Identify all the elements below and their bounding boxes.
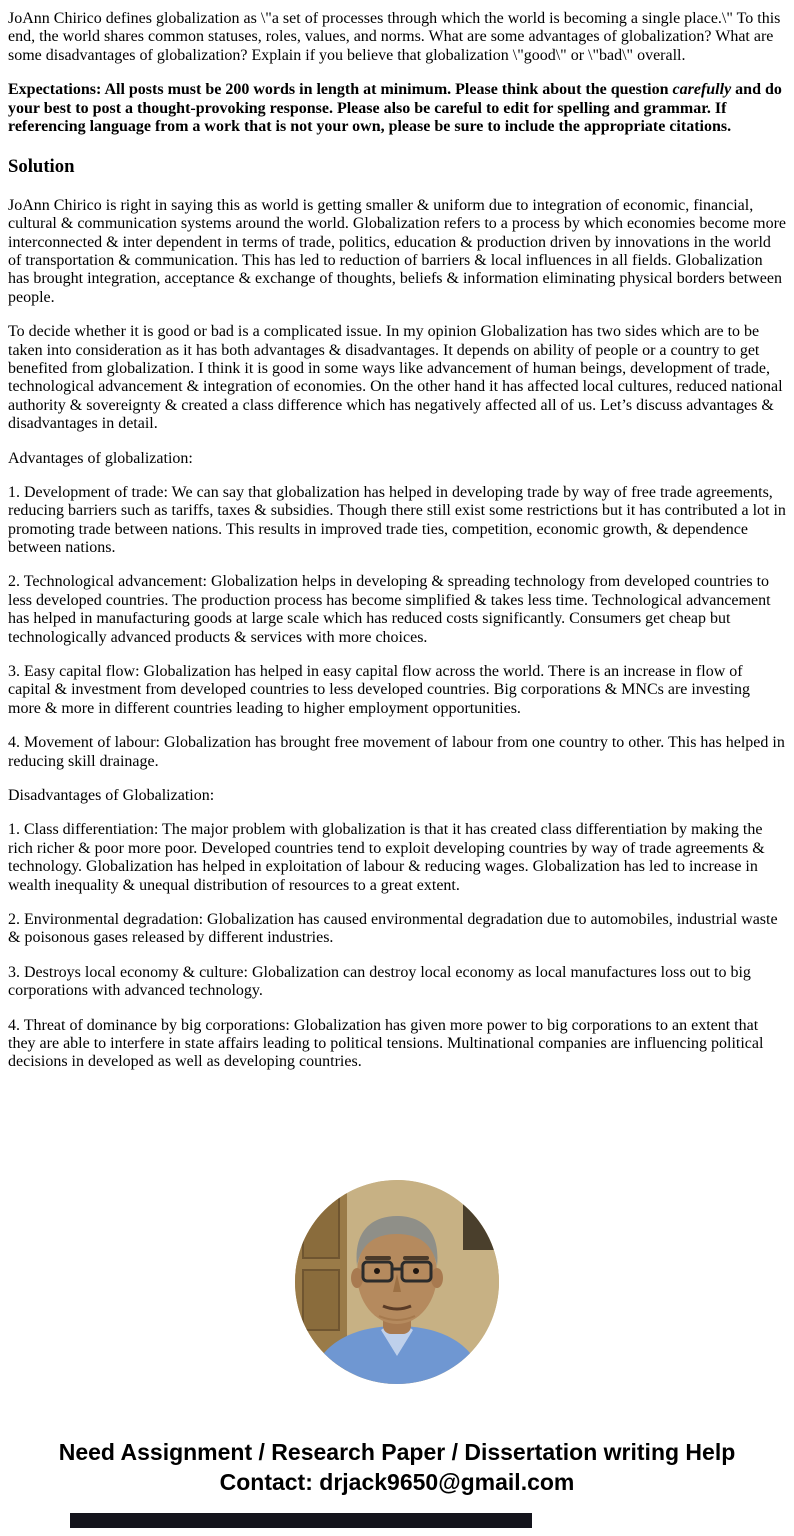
promo-line-1: Need Assignment / Research Paper / Dissertation writing Help (58, 1439, 736, 1466)
solution-paragraph: To decide whether it is good or bad is a complicated issue. In my opinion Globalization has two sides which are to be taken into consideration as it has both advantages & disadvantages. It depends on ability of people or a country to get benefited from globalization. I think it is good in some ways like advancement of human beings, development of trade, technological advancement & integration of economies. On the other hand it has affected local cultures, reduced national authority & sovereignty & created a class difference which has negatively affected all of us. Let’s discuss advantages & disadvantages in detail. (8, 323, 783, 433)
promo-banner (8, 1437, 786, 1497)
advantages-label: Advantages of globalization: (8, 449, 193, 467)
disadvantages-label: Disadvantages of Globalization: (8, 787, 215, 804)
disadvantage-item-3: 3. Destroys local economy & culture: Globalization can destroy local economy as local manufactures loss out to big corporations with advanced technology. (8, 963, 751, 1000)
expectations-suffix: and do your best to post a thought-provoking response. Please also be careful to edit for spelling and grammar. If referencing language from a work that is not your own, please be sure to include the appropriate citations. (8, 81, 782, 135)
expectations-prefix: Expectations: All posts must be 200 words in length at minimum. Please think about the question (8, 81, 673, 99)
disadvantage-item-1: 1. Class differentiation: The major problem with globalization is that it has created class differentiation by making the rich richer & poor more poor. Developed countries tend to exploit developing countries by way of trade agreements & technology. Globalization has helped in exploitation of labour & reducing wages. Globalization has led to increase in wealth inequality & unequal distribution of resources to a great extent. (8, 821, 765, 894)
expectations-note (8, 81, 786, 136)
tutor-portrait-illustration (295, 1180, 499, 1384)
tutor-photo (295, 1180, 499, 1384)
advantage-item-4: 4. Movement of labour: Globalization has brought free movement of labour from one country to other. This has helped in reducing skill drainage. (8, 734, 785, 770)
advantage-item-3: 3. Easy capital flow: Globalization has helped in easy capital flow across the world. There is an increase in flow of capital & investment from developed countries to less developed countries. Big corporations & MNCs are investing more & more in different countries leading to higher employment opportunities. (8, 663, 751, 717)
solution-paragraph: JoAnn Chirico is right in saying this as world is getting smaller & uniform due to integration of economic, financial, cultural & communication systems around the world. Globalization refers to a process by which economies become more interconnected & inter dependent in terms of trade, politics, education & production driven by innovations in the world of transportation & communication. This has led to reduction of barriers & local influences in all fields. Globalization has brought integration, acceptance & exchange of thoughts, beliefs & information eliminating physical borders between people. (8, 196, 786, 306)
avatar-container (8, 1180, 786, 1389)
promo-line-2: Contact: drjack9650@gmail.com (219, 1469, 575, 1496)
solution-heading: Solution (8, 156, 75, 178)
expectations-italic-word: carefully (672, 81, 732, 99)
disadvantage-item-4: 4. Threat of dominance by big corporations: Globalization has given more power to big corporations to an extent that they are able to interfere in state affairs leading to political tensions. Multinational companies are influencing political decisions in developed as well as developing countries. (8, 1016, 764, 1071)
question-text: JoAnn Chirico defines globalization as \"a set of processes through which the world is becoming a single place.\" To this end, the world shares common statuses, roles, values, and norms. What are some advantages of globalization? What are some disadvantages of globalization? Explain if you believe that globalization \"good\" or \"bad\" overall. (8, 10, 781, 64)
bottom-dark-bar (70, 1513, 532, 1528)
advantage-item-2: 2. Technological advancement: Globalization helps in developing & spreading technology from developed countries to less developed countries. The production process has become simplified & takes less time. Technological advancement has helped in manufacturing goods at large scale which has reduced costs significantly. Consumers get cheap but technologically advanced products & services with more choices. (8, 573, 771, 646)
disadvantage-item-2: 2. Environmental degradation: Globalization has caused environmental degradation due to automobiles, industrial waste & poisonous gases released by different industries. (8, 910, 778, 947)
advantage-item-1: 1. Development of trade: We can say that globalization has helped in developing trade by way of free trade agreements, reducing barriers such as tariffs, taxes & subsidies. Though there still exist some restrictions but it has contributed a lot in promoting trade between nations. This results in improved trade ties, competition, economic growth, & dependence between nations. (8, 483, 786, 557)
